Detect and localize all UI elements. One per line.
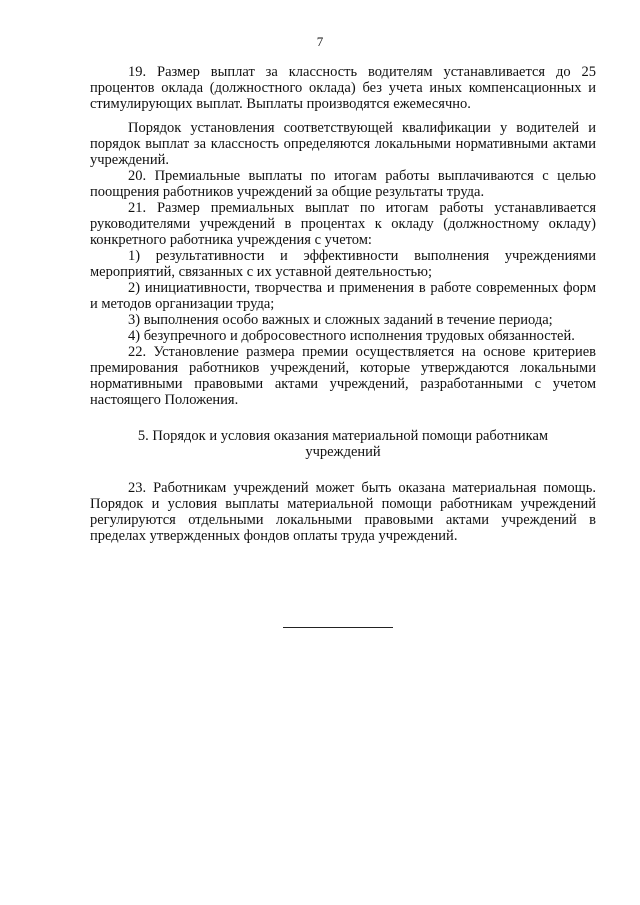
paragraph-20: 20. Премиальные выплаты по итогам работы выплачиваются с целью поощрения работников учреждений за общие результаты труда. <box>90 168 596 200</box>
list-item-1: 1) результативности и эффективности выполнения учреждениями мероприятий, связанных с их уставной деятельностью; <box>90 248 596 280</box>
paragraph-19: 19. Размер выплат за классность водителям устанавливается до 25 процентов оклада (должностного оклада) без учета иных компенсационных и стимулирующих выплат. Выплаты производятся ежемесячно. <box>90 64 596 112</box>
paragraph-23: 23. Работникам учреждений может быть оказана материальная помощь. Порядок и условия выплаты материальной помощи работникам учреждений регулируются отдельными локальными правовыми актами учреждений в пределах утвержденных фондов оплаты труда учреждений. <box>90 480 596 544</box>
section-heading <box>90 428 596 460</box>
list-item-4: 4) безупречного и добросовестного исполнения трудовых обязанностей. <box>128 328 575 344</box>
list-item-2: 2) инициативности, творчества и применения в работе современных форм и методов организации труда; <box>90 280 596 312</box>
paragraph-qualification-order: Порядок установления соответствующей квалификации у водителей и порядок выплат за классность определяются локальными нормативными актами учреждений. <box>90 120 596 168</box>
paragraph-21: 21. Размер премиальных выплат по итогам работы устанавливается руководителями учреждений в процентах к окладу (должностному окладу) конкретного работника учреждения с учетом: <box>90 200 596 248</box>
section-heading-line-1: 5. Порядок и условия оказания материальной помощи работникам <box>137 428 549 444</box>
document-body <box>90 64 596 544</box>
section-heading-line-2: учреждений <box>305 444 381 460</box>
list-item-3: 3) выполнения особо важных и сложных заданий в течение периода; <box>128 312 553 328</box>
end-rule-divider <box>283 627 393 628</box>
page-number: 7 <box>316 34 324 49</box>
paragraph-22: 22. Установление размера премии осуществляется на основе критериев премирования работников учреждений, которые утверждаются локальными нормативными правовыми актами учреждений, разработанными с учетом настоящего Положения. <box>90 344 596 408</box>
